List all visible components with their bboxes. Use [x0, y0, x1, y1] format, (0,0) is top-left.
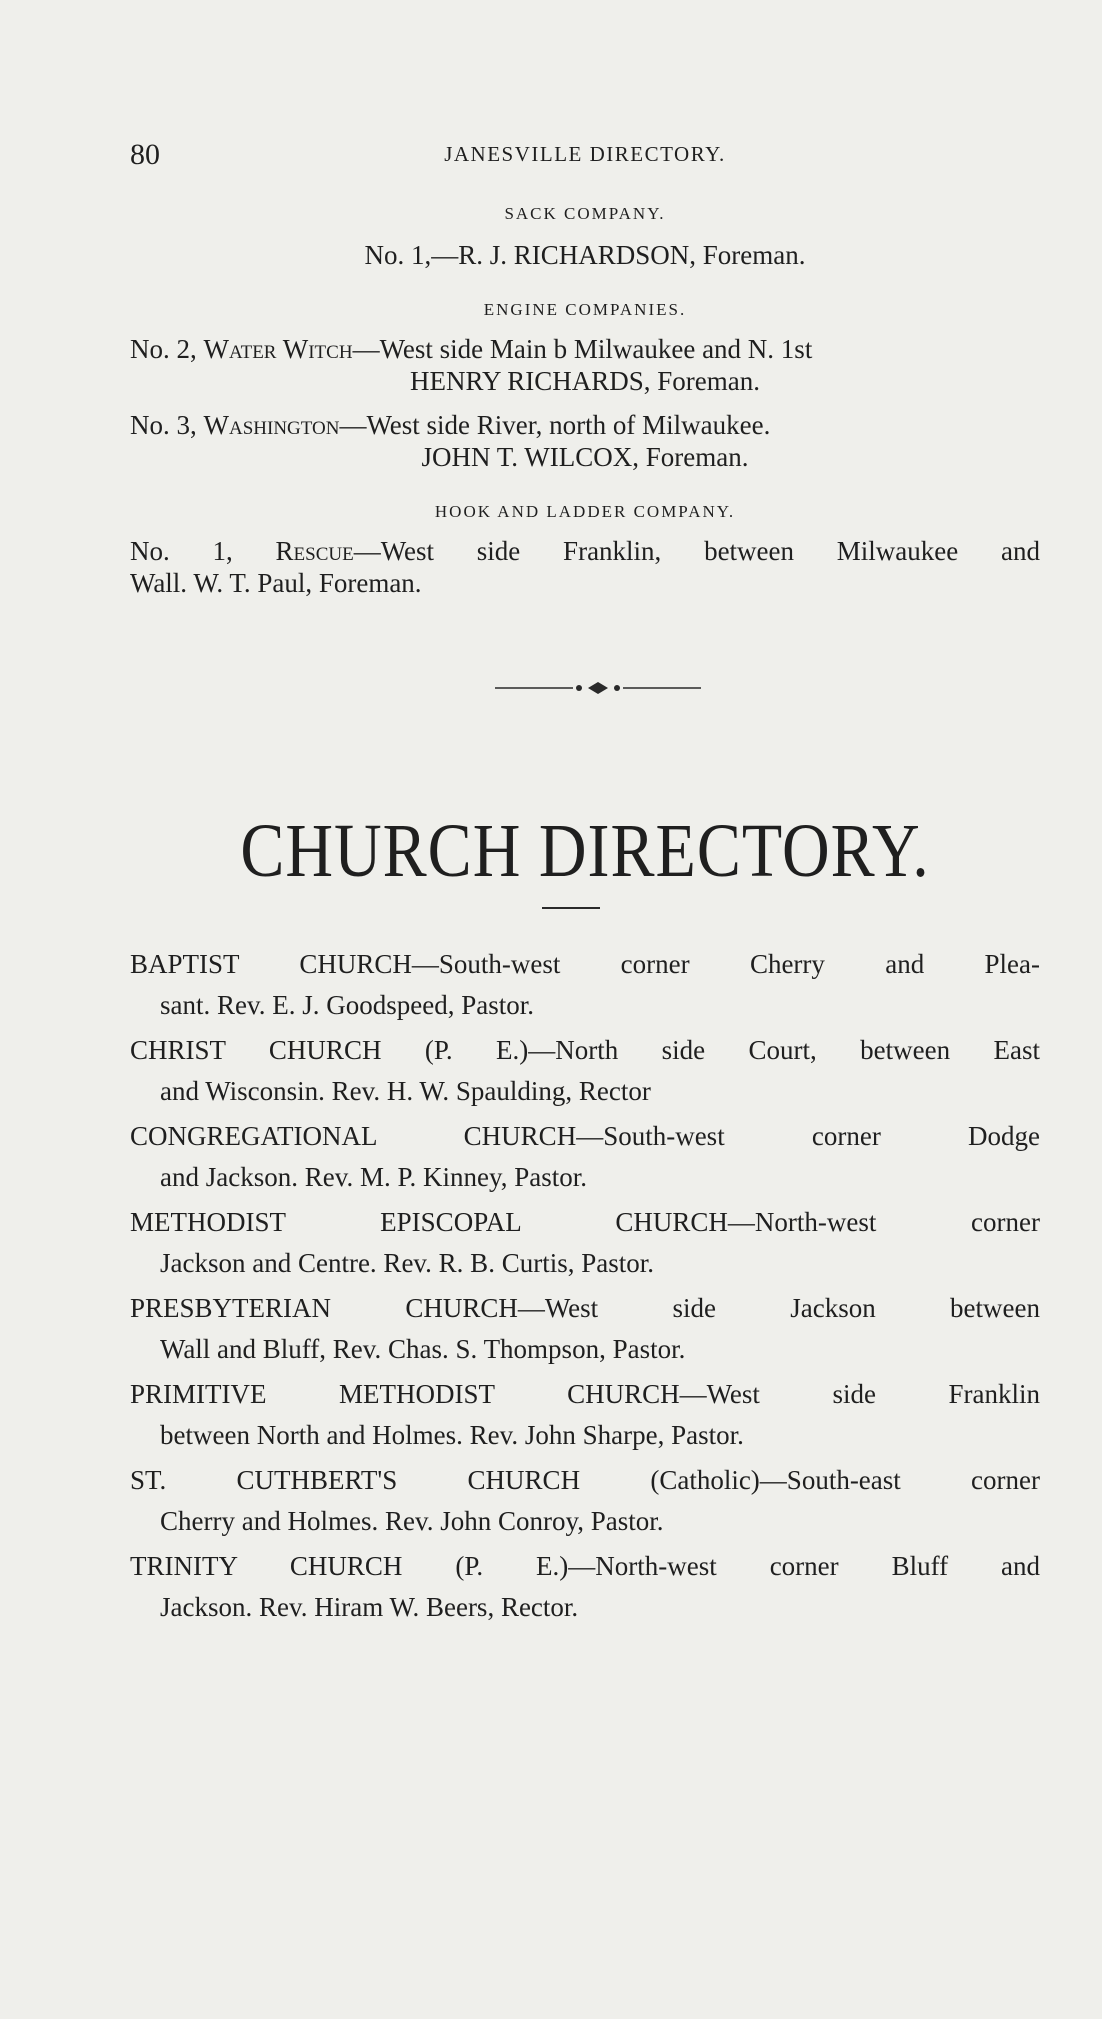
sack-company-heading: SACK COMPANY. [504, 204, 666, 223]
church-entry [130, 1030, 1040, 1112]
church-entry [130, 1116, 1040, 1198]
page-number: 80 [130, 138, 160, 171]
church-entry-line-1: CHRIST CHURCH (P. E.)—North side Court, between East [130, 1035, 1040, 1065]
church-entry [130, 1202, 1040, 1284]
church-entry [130, 944, 1040, 1026]
church-entry [130, 1374, 1040, 1456]
engine-company-2-foreman: HENRY RICHARDS, Foreman. [409, 366, 760, 396]
engine-company-2-name: Water Witch [203, 334, 353, 364]
hook-and-ladder-name: Rescue [275, 536, 354, 566]
hook-and-ladder-heading: HOOK AND LADDER COMPANY. [434, 502, 736, 521]
engine-company-3-number: No. 3, [130, 410, 204, 440]
church-entry-line-1: PRIMITIVE METHODIST CHURCH—West side Franklin [130, 1379, 1040, 1409]
church-entry-line-1: CONGREGATIONAL CHURCH—South-west corner Dodge [130, 1121, 1040, 1151]
church-list [130, 944, 1040, 1632]
hook-and-ladder-number: No. 1, [130, 536, 276, 566]
engine-company-3-location: —West side River, north of Milwaukee. [339, 410, 771, 440]
page-header [130, 138, 1040, 178]
church-entry-line-2: sant. Rev. E. J. Goodspeed, Pastor. [160, 990, 534, 1020]
engine-company-3 [130, 410, 1040, 440]
church-entry-line-2: Jackson and Centre. Rev. R. B. Curtis, Pastor. [160, 1248, 654, 1278]
running-title: JANESVILLE DIRECTORY. [444, 142, 726, 166]
church-entry-line-2: Jackson. Rev. Hiram W. Beers, Rector. [160, 1592, 579, 1622]
church-entry-line-1: PRESBYTERIAN CHURCH—West side Jackson between [130, 1293, 1040, 1323]
church-entry-line-1: METHODIST EPISCOPAL CHURCH—North-west corner [130, 1207, 1040, 1237]
hook-and-ladder-line-1 [130, 536, 1040, 566]
engine-company-2 [130, 334, 1040, 364]
church-directory-title: CHURCH DIRECTORY. [240, 809, 930, 894]
church-entry-line-2: Cherry and Holmes. Rev. John Conroy, Pastor. [160, 1506, 664, 1536]
engine-company-2-location: —West side Main b Milwaukee and N. 1st [352, 334, 813, 364]
engine-company-3-foreman: JOHN T. WILCOX, Foreman. [421, 442, 749, 472]
church-entry [130, 1460, 1040, 1542]
hook-and-ladder-line-2: Wall. W. T. Paul, Foreman. [130, 568, 422, 598]
engine-companies-heading: ENGINE COMPANIES. [483, 300, 687, 319]
church-entry [130, 1288, 1040, 1370]
church-entry [130, 1546, 1040, 1628]
title-rule [542, 907, 600, 909]
sack-company-foreman: No. 1,—R. J. RICHARDSON, Foreman. [364, 240, 806, 270]
church-entry-line-2: and Jackson. Rev. M. P. Kinney, Pastor. [160, 1162, 587, 1192]
hook-and-ladder-location: —West side Franklin, between Milwaukee and [353, 536, 1040, 566]
church-entry-line-1: ST. CUTHBERT'S CHURCH (Catholic)—South-east corner [130, 1465, 1040, 1495]
ornament-divider [495, 678, 701, 698]
engine-company-3-name: Washington [203, 410, 340, 440]
church-entry-line-1: BAPTIST CHURCH—South-west corner Cherry and Plea- [130, 949, 1040, 979]
church-entry-line-2: Wall and Bluff, Rev. Chas. S. Thompson, Pastor. [160, 1334, 686, 1364]
church-entry-line-1: TRINITY CHURCH (P. E.)—North-west corner Bluff and [130, 1551, 1040, 1581]
church-entry-line-2: between North and Holmes. Rev. John Sharpe, Pastor. [160, 1420, 744, 1450]
church-entry-line-2: and Wisconsin. Rev. H. W. Spaulding, Rector [160, 1076, 651, 1106]
engine-company-2-number: No. 2, [130, 334, 204, 364]
